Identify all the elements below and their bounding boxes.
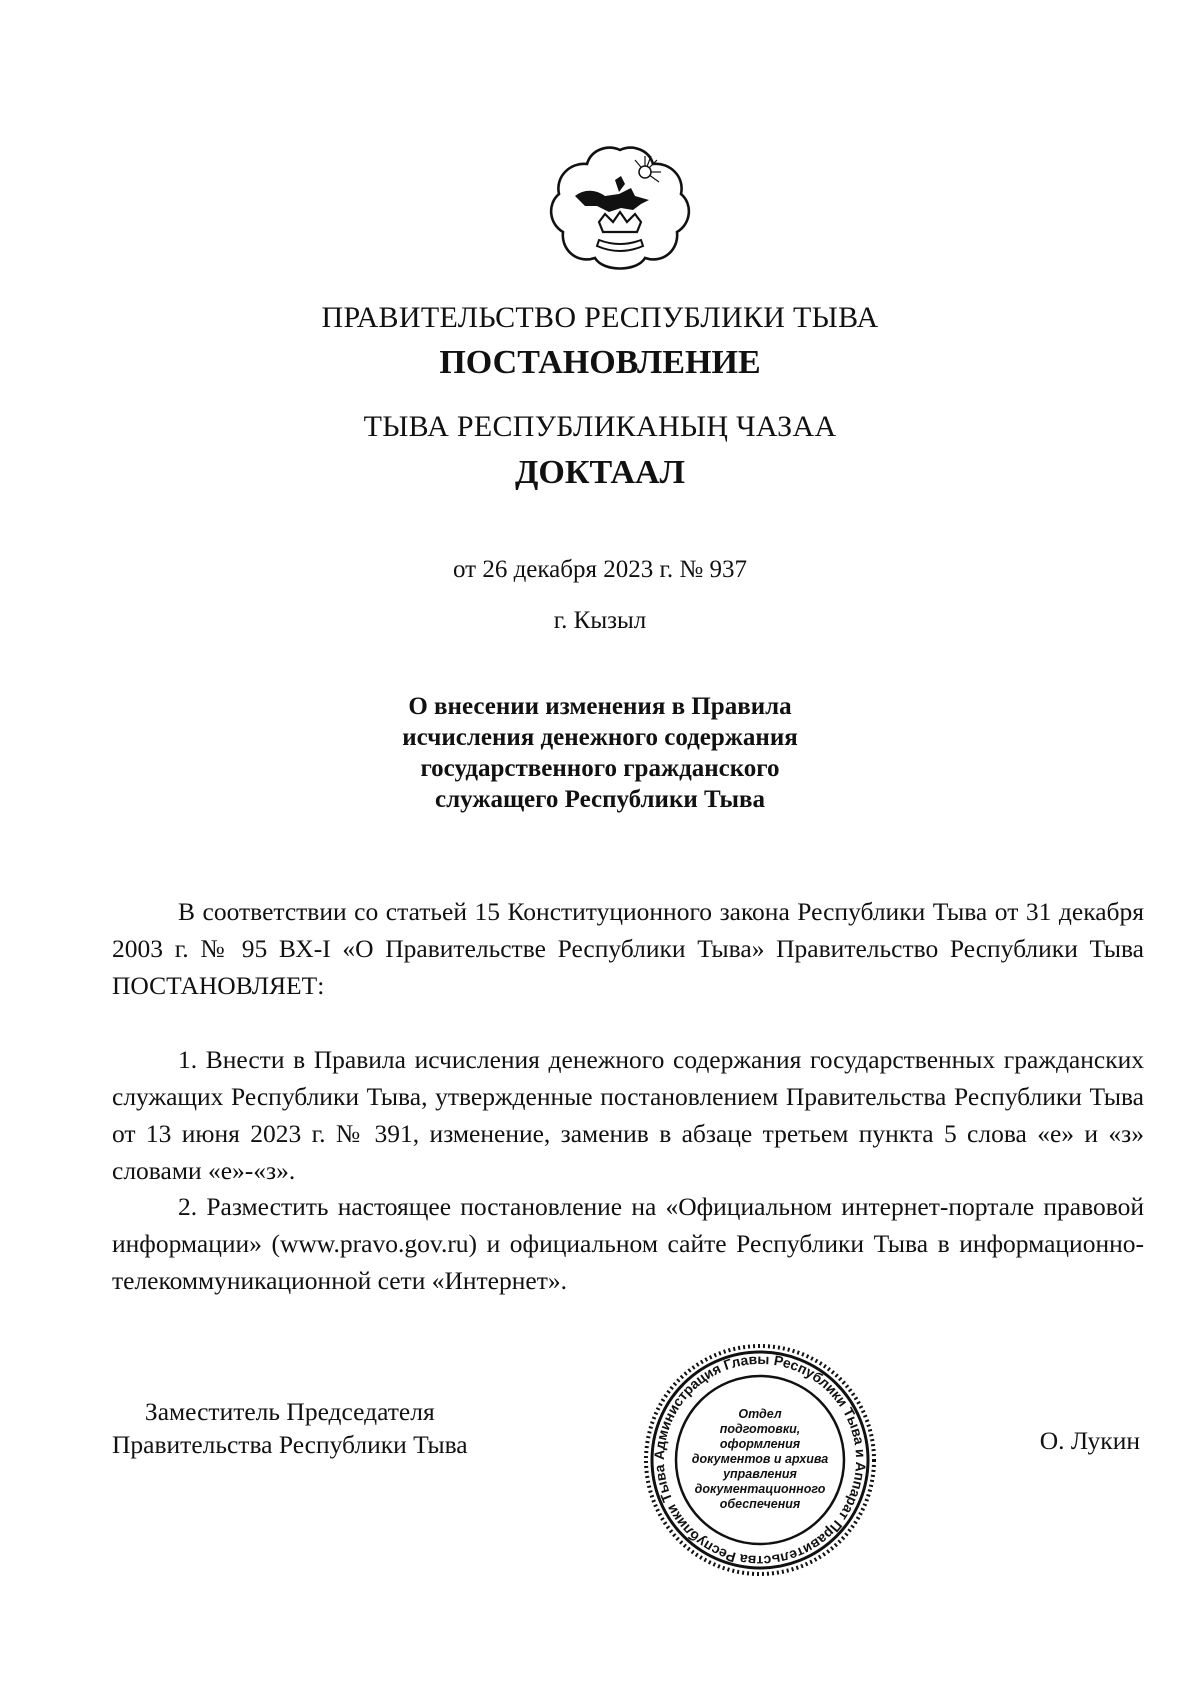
government-name-tyv: ТЫВА РЕСПУБЛИКАНЫҢ ЧАЗАА bbox=[363, 410, 837, 443]
signatory-position bbox=[112, 1395, 468, 1461]
government-name-ru: ПРАВИТЕЛЬСТВО РЕСПУБЛИКИ ТЫВА bbox=[321, 301, 879, 334]
document-title bbox=[0, 691, 1200, 815]
svg-text:подготовки,: подготовки, bbox=[719, 1422, 801, 1436]
svg-text:управления: управления bbox=[723, 1467, 797, 1481]
document-date-number: от 26 декабря 2023 г. № 937 bbox=[452, 556, 748, 583]
item-2-paragraph: 2. Разместить настоящее постановление на «Официальном интернет-портале правовой информации» (www.pravo.gov.ru) и официальном сайте Республики Тыва в информационно-телекоммуникационной сети «Интернет». bbox=[112, 1192, 1144, 1295]
position-line: Правительства Республики Тыва bbox=[112, 1430, 468, 1459]
svg-text:документов и архива: документов и архива bbox=[691, 1452, 829, 1466]
republic-emblem-icon bbox=[545, 140, 695, 275]
signatory-name: О. Лукин bbox=[1039, 1426, 1140, 1455]
title-line: О внесении изменения в Правила bbox=[408, 693, 792, 720]
document-city: г. Кызыл bbox=[553, 607, 647, 634]
title-line: служащего Республики Тыва bbox=[435, 786, 765, 813]
position-line: Заместитель Председателя bbox=[144, 1397, 435, 1426]
official-seal-stamp bbox=[640, 1340, 880, 1580]
svg-text:Администрация Главы Республики: Администрация Главы Республики Тыва и Аппарат Правительства Республики Тыва bbox=[650, 1350, 870, 1570]
item-1-paragraph: 1. Внести в Правила исчисления денежного содержания государственных гражданских служащих Республики Тыва, утвержденные постановлением Правительства Республики Тыва от 13 июня 2023 г. № 391, изменение, заменив в абзаце третьем пункта 5 слова «е» и «з» словами «е»-«з». bbox=[112, 1045, 1144, 1185]
title-line: исчисления денежного содержания bbox=[402, 724, 798, 751]
svg-text:обеспечения: обеспечения bbox=[719, 1497, 801, 1511]
document-type-ru: ПОСТАНОВЛЕНИЕ bbox=[439, 344, 761, 381]
title-line: государственного гражданского bbox=[420, 755, 780, 782]
svg-text:документационного: документационного bbox=[694, 1482, 826, 1496]
svg-text:оформления: оформления bbox=[719, 1437, 801, 1451]
svg-text:Отдел: Отдел bbox=[738, 1407, 782, 1421]
preamble-paragraph: В соответствии со статьей 15 Конституционного закона Республики Тыва от 31 декабря 2003 г. № 95 ВХ-I «О Правительстве Республики Тыва» Правительство Республики Тыва ПОСТАНОВЛЯЕТ: bbox=[112, 897, 1144, 1000]
document-type-tyv: ДОКТААЛ bbox=[515, 454, 685, 491]
